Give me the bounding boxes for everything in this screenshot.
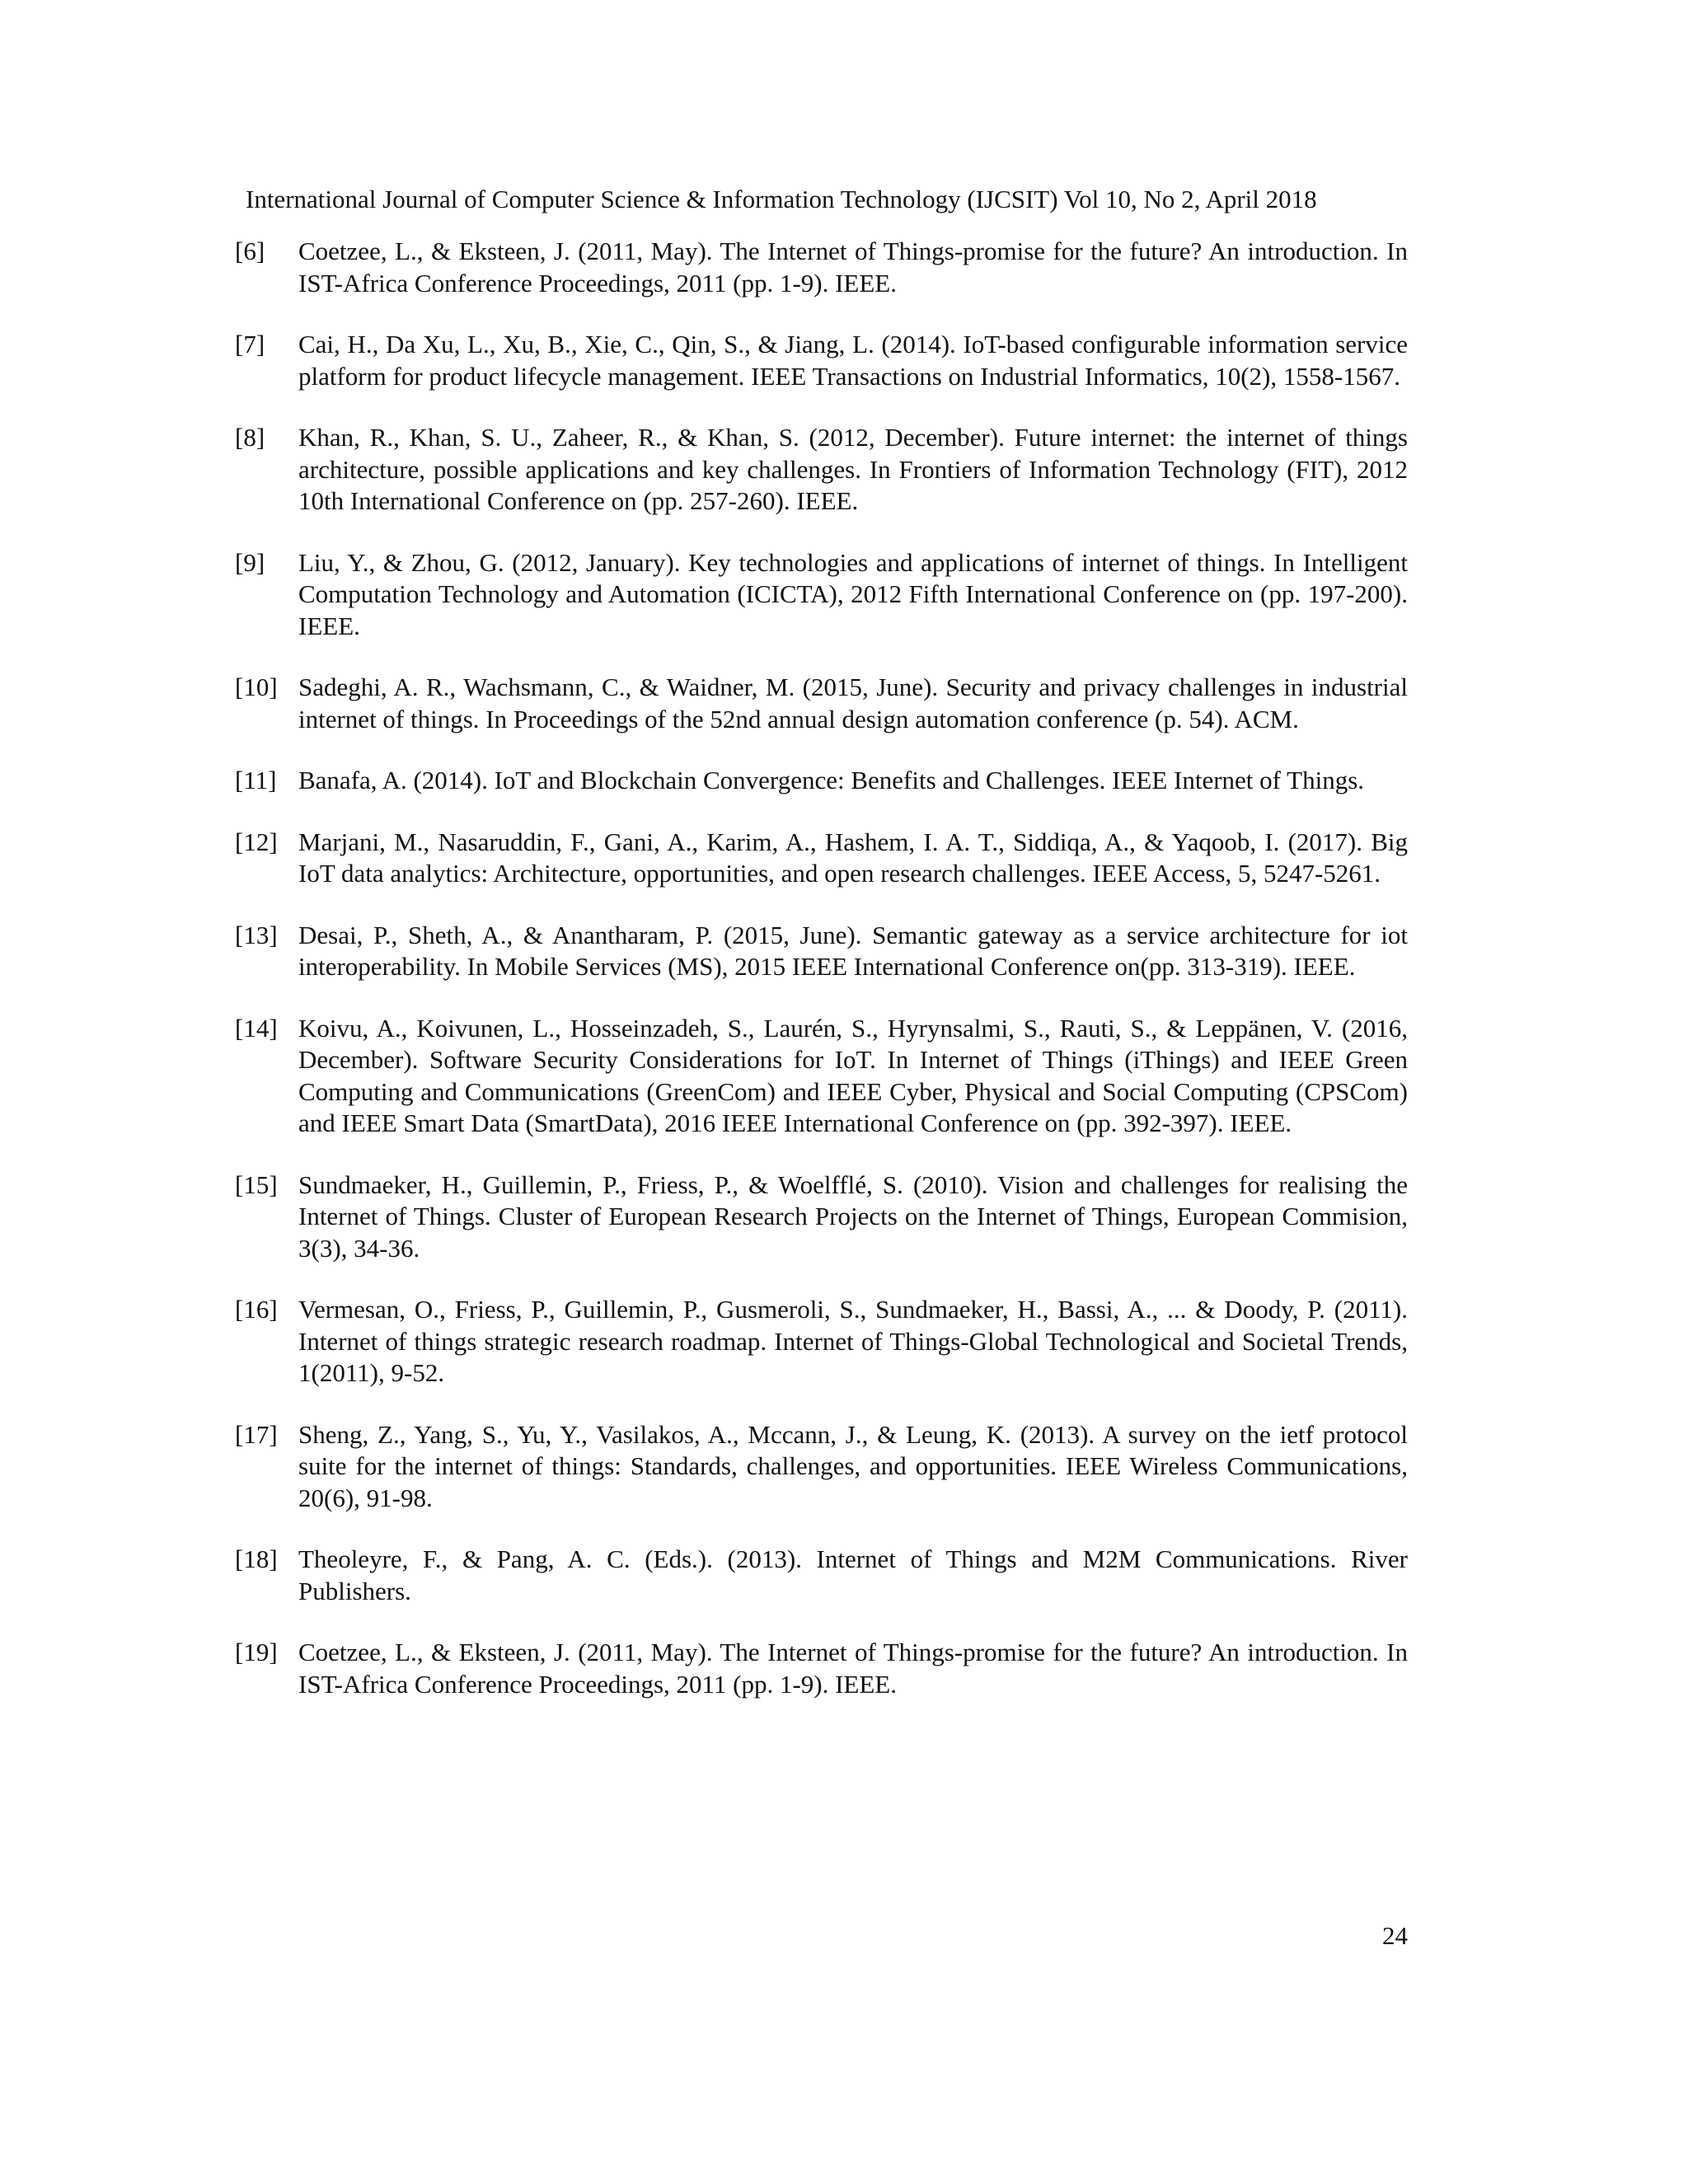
reference-entry (235, 920, 1408, 983)
reference-text: Coetzee, L., & Eksteen, J. (2011, May). The Internet of Things-promise for the future? An introduction. In IST-Africa Conference Proceedings, 2011 (pp. 1-9). IEEE. (298, 1638, 1408, 1699)
reference-text: Liu, Y., & Zhou, G. (2012, January). Key technologies and applications of internet of things. In Intelligent Computation Technology and Automation (ICICTA), 2012 Fifth International Conference on (pp. 197-200). IEEE. (298, 547, 1408, 640)
reference-text: Desai, P., Sheth, A., & Anantharam, P. (2015, June). Semantic gateway as a service architecture for iot interoperability. In Mobile Services (MS), 2015 IEEE International Conference on(pp. 313-319). IEEE. (298, 920, 1408, 981)
reference-text: Sheng, Z., Yang, S., Yu, Y., Vasilakos, A., Mccann, J., & Leung, K. (2013). A survey on the ietf protocol suite for the internet of things: Standards, challenges, and opportunities. IEEE Wireless Communications, 20(6), 91-98. (298, 1419, 1408, 1512)
reference-text: Coetzee, L., & Eksteen, J. (2011, May). The Internet of Things-promise for the future? An introduction. In IST-Africa Conference Proceedings, 2011 (pp. 1-9). IEEE. (298, 237, 1408, 298)
reference-entry (235, 422, 1408, 518)
reference-entry (235, 1544, 1408, 1607)
reference-entry (235, 329, 1408, 392)
reference-number: [14] (235, 1013, 278, 1043)
reference-text: Vermesan, O., Friess, P., Guillemin, P., Gusmeroli, S., Sundmaeker, H., Bassi, A., ... & Doody, P. (2011). Internet of things strategic research roadmap. Internet of Things-Global Technological and Societal Trends, 1(2011), 9-52. (298, 1295, 1408, 1387)
reference-list (235, 236, 1408, 1730)
reference-entry (235, 1169, 1408, 1265)
reference-number: [8] (235, 423, 265, 452)
reference-number: [12] (235, 827, 278, 856)
reference-number: [15] (235, 1169, 278, 1199)
running-header: International Journal of Computer Science & Information Technology (IJCSIT) Vol 10, No 2, April 2018 (246, 185, 1317, 213)
reference-number: [19] (235, 1638, 278, 1666)
reference-text: Theoleyre, F., & Pang, A. C. (Eds.). (2013). Internet of Things and M2M Communications. River Publishers. (298, 1544, 1408, 1605)
reference-number: [6] (235, 237, 265, 265)
reference-entry (235, 1013, 1408, 1140)
reference-entry (235, 1637, 1408, 1700)
reference-entry (235, 236, 1408, 299)
reference-text: Cai, H., Da Xu, L., Xu, B., Xie, C., Qin, S., & Jiang, L. (2014). IoT-based configurable information service platform for product lifecycle management. IEEE Transactions on Industrial Informatics, 10(2), 1558-1567. (298, 330, 1408, 391)
reference-text: Koivu, A., Koivunen, L., Hosseinzadeh, S., Laurén, S., Hyrynsalmi, S., Rauti, S., & Leppänen, V. (2016, December). Software Security Considerations for IoT. In Internet of Things (iThings) and IEEE Green Computing and Communications (GreenCom) and IEEE Cyber, Physical and Social Computing (CPSCom) and IEEE Smart Data (SmartData), 2016 IEEE International Conference on (pp. 392-397). IEEE. (298, 1013, 1408, 1137)
reference-number: [18] (235, 1544, 278, 1573)
reference-number: [7] (235, 330, 265, 359)
reference-text: Sadeghi, A. R., Wachsmann, C., & Waidner, M. (2015, June). Security and privacy challenges in industrial internet of things. In Proceedings of the 52nd annual design automation conference (p. 54). ACM. (298, 673, 1408, 733)
reference-text: Banafa, A. (2014). IoT and Blockchain Convergence: Benefits and Challenges. IEEE Internet of Things. (298, 766, 1365, 794)
reference-number: [13] (235, 920, 278, 949)
reference-entry (235, 1419, 1408, 1515)
reference-number: [17] (235, 1419, 278, 1449)
reference-number: [16] (235, 1295, 278, 1324)
reference-number: [10] (235, 673, 278, 701)
reference-entry (235, 765, 1408, 797)
reference-entry (235, 672, 1408, 735)
page-number: 24 (1382, 1921, 1408, 1950)
reference-entry (235, 827, 1408, 890)
reference-text: Khan, R., Khan, S. U., Zaheer, R., & Khan, S. (2012, December). Future internet: the internet of things architecture, possible applications and key challenges. In Frontiers of Information Technology (FIT), 2012 10th International Conference on (pp. 257-260). IEEE. (298, 423, 1408, 515)
reference-number: [11] (235, 766, 277, 794)
reference-entry (235, 547, 1408, 643)
reference-number: [9] (235, 547, 265, 577)
reference-text: Sundmaeker, H., Guillemin, P., Friess, P., & Woelfflé, S. (2010). Vision and challenges for realising the Internet of Things. Cluster of European Research Projects on the Internet of Things, European Commision, 3(3), 34-36. (298, 1169, 1408, 1263)
reference-text: Marjani, M., Nasaruddin, F., Gani, A., Karim, A., Hashem, I. A. T., Siddiqa, A., & Yaqoob, I. (2017). Big IoT data analytics: Architecture, opportunities, and open research challenges. IEEE Access, 5, 5247-5261. (298, 827, 1408, 888)
reference-entry (235, 1294, 1408, 1390)
